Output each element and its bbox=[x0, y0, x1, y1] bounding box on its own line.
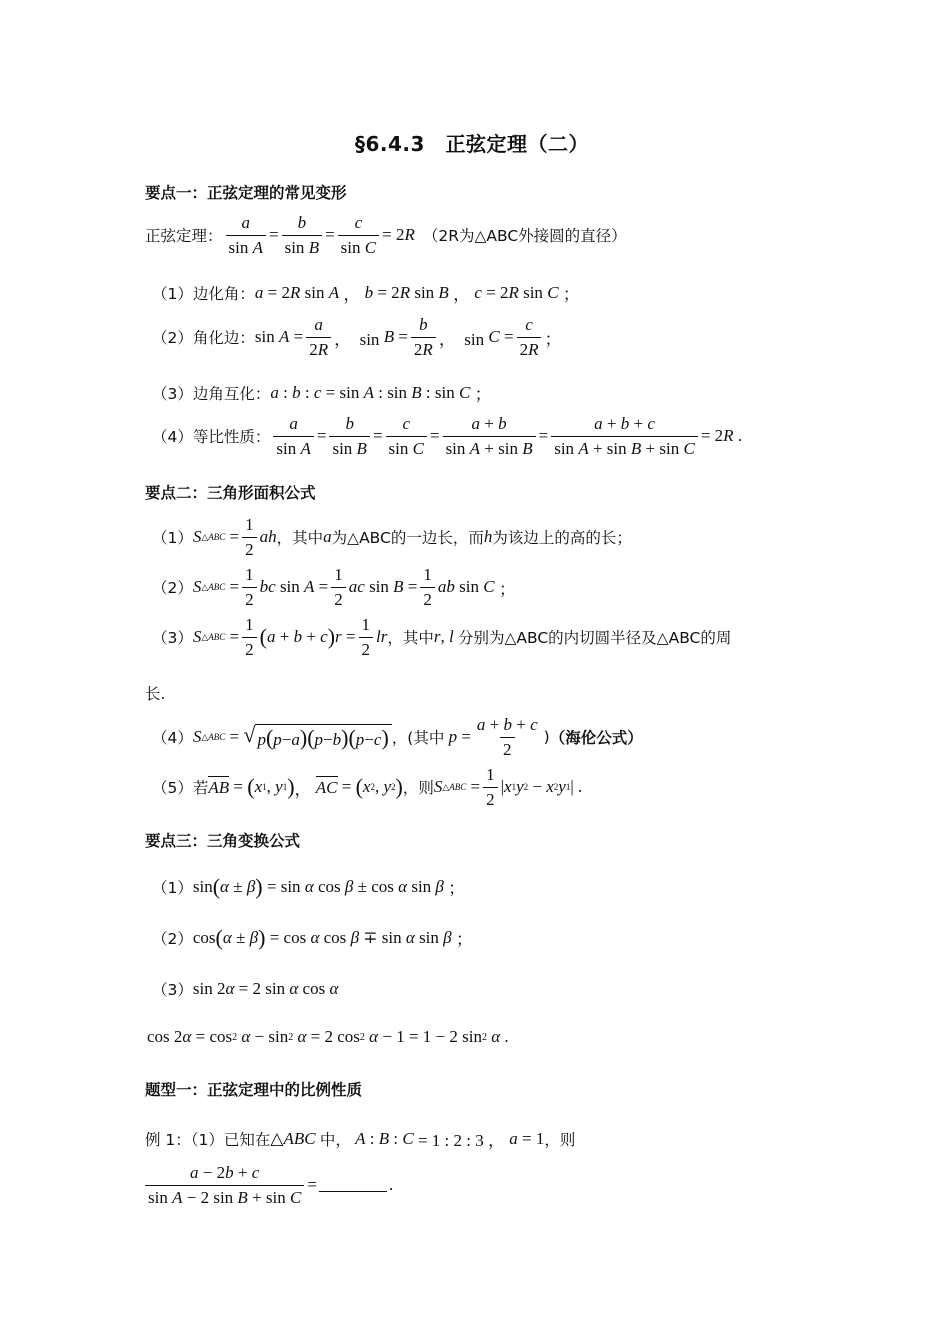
note-text: 为该边上的高的长； bbox=[492, 529, 632, 548]
item-2-1: （1） S △ABC = $\frac{1}{2}$ ah ，其中 a 为△ABC的一边长，而 h 为该边上的高的长； bbox=[152, 515, 632, 559]
item-label: （5） bbox=[152, 779, 193, 798]
note-text: 为△ABC的一边长，而 bbox=[331, 529, 484, 548]
example-label: 例 1：（1）已知在 bbox=[145, 1130, 271, 1149]
item-2-5: （5） 若 AB = ( x 1 , y 1 ) ， AC = ( x 2 , y 2 ) ，则 S △ABC = $\frac{1}{2}$ | x 1 y 2 − x 2 y 1 | . bbox=[152, 765, 583, 809]
note-text: ，其中 bbox=[276, 529, 324, 548]
example-1: 例 1：（1）已知在 △ ABC 中， A : B : C = 1 : 2 : 3 ， a = 1 ，则 bbox=[145, 1128, 576, 1150]
note-text: ，(其中 bbox=[391, 729, 445, 748]
example-1-question: $\frac{a - 2b + c}{\text{sin A − 2 sin B + sin C}}$ = . bbox=[145, 1164, 393, 1207]
note-text: ，其中 bbox=[387, 629, 434, 648]
item-2-3: （3） S △ABC = $\frac{1}{2}$ ( a + b + c ) r = $\frac{1}{2}$ lr ，其中 r , l 分别为△ABC的内切圆半径及△ABC的周 bbox=[152, 615, 732, 659]
sine-law-label: 正弦定理： bbox=[145, 227, 223, 246]
note-text: ，则 bbox=[544, 1130, 576, 1149]
sine-law-line: 正弦定理： $\frac{a}{\text{sin A}}$ = $\frac{b}{\text{sin B}}$ = $\frac{c}{\text{sin C}}$ = 2 R （2R为△ABC外接圆的直径） bbox=[145, 213, 627, 257]
item-label: （3） bbox=[152, 981, 193, 999]
item-label: （2） bbox=[152, 929, 193, 948]
sine-law-note: （2R为△ABC外接圆的直径） bbox=[422, 227, 627, 246]
note-text: 若 bbox=[192, 779, 209, 798]
note-text: 中， bbox=[319, 1130, 351, 1149]
note-text: ) bbox=[543, 728, 550, 747]
section-heading-3: 要点三：三角变换公式 bbox=[145, 832, 301, 850]
item-3-extra: cos 2 α = cos 2 α − sin 2 α = 2 cos 2 α − 1 = 1 − 2 sin 2 α . bbox=[147, 1027, 509, 1046]
item-label: （4） bbox=[152, 729, 193, 748]
item-1-4: （4）等比性质： $\frac{a}{\text{sin A}}$ = $\frac{b}{\text{sin B}}$ = $\frac{c}{\text{sin C}}$ = $\frac{a + b}{\text{sin A + sin B}}$ = $\frac{a + b + c}{\text{sin A + sin B + sin C}}$ = 2 R . bbox=[152, 414, 743, 458]
item-label: （3）边角互化： bbox=[152, 384, 271, 403]
item-3-1: （1） sin ( α ± β ) = sin α cos β ± cos α sin β ； bbox=[152, 873, 466, 899]
section-heading-1: 要点一：正弦定理的常见变形 bbox=[145, 184, 347, 202]
item-2-3-wrap: 长. bbox=[145, 685, 166, 703]
item-2-4: （4） S △ABC = √ p(p−a)(p−b)(p−c) ，(其中 p = $\frac{a + b + c}{2}$ ) （海伦公式） bbox=[152, 715, 643, 759]
item-1-3: （3）边角互化： a : b : c = sin A : sin B : sin C ； bbox=[152, 382, 492, 404]
item-1-2: （2）角化边： sin A = $\frac{a}{2R}$ ， sin B = $\frac{b}{2R}$ ， sin C = $\frac{c}{2R}$ ； bbox=[152, 315, 562, 359]
section-heading-4: 题型一：正弦定理中的比例性质 bbox=[145, 1081, 363, 1099]
note-text: ，则 bbox=[402, 779, 434, 798]
item-label: （1） bbox=[152, 529, 193, 548]
item-label: （2） bbox=[152, 579, 193, 598]
note-text: 分别为△ABC的内切圆半径及△ABC的周 bbox=[457, 629, 732, 648]
item-3-2: （2） cos ( α ± β ) = cos α cos β ∓ sin α sin β ； bbox=[152, 924, 473, 950]
answer-blank[interactable] bbox=[319, 1179, 387, 1192]
item-1-1: （1）边化角： a = 2 R sin A ， b = 2 R sin B ， c = 2 R sin C ； bbox=[152, 282, 580, 304]
item-label: （4）等比性质： bbox=[152, 428, 271, 447]
item-label: （1）边化角： bbox=[152, 284, 255, 303]
item-label: （1） bbox=[152, 878, 193, 897]
item-3-3: （3） sin 2 α = 2 sin α cos α bbox=[152, 979, 339, 999]
item-label: （2）角化边： bbox=[152, 329, 255, 348]
item-label: （3） bbox=[152, 629, 193, 648]
item-2-2: （2） S △ABC = $\frac{1}{2}$ bc sin A = $\frac{1}{2}$ ac sin B = $\frac{1}{2}$ ab sin C ； bbox=[152, 565, 516, 609]
page-title: §6.4.3 正弦定理（二） bbox=[355, 132, 589, 156]
heron-label: （海伦公式） bbox=[549, 729, 643, 748]
section-heading-2: 要点二：三角形面积公式 bbox=[145, 484, 316, 502]
